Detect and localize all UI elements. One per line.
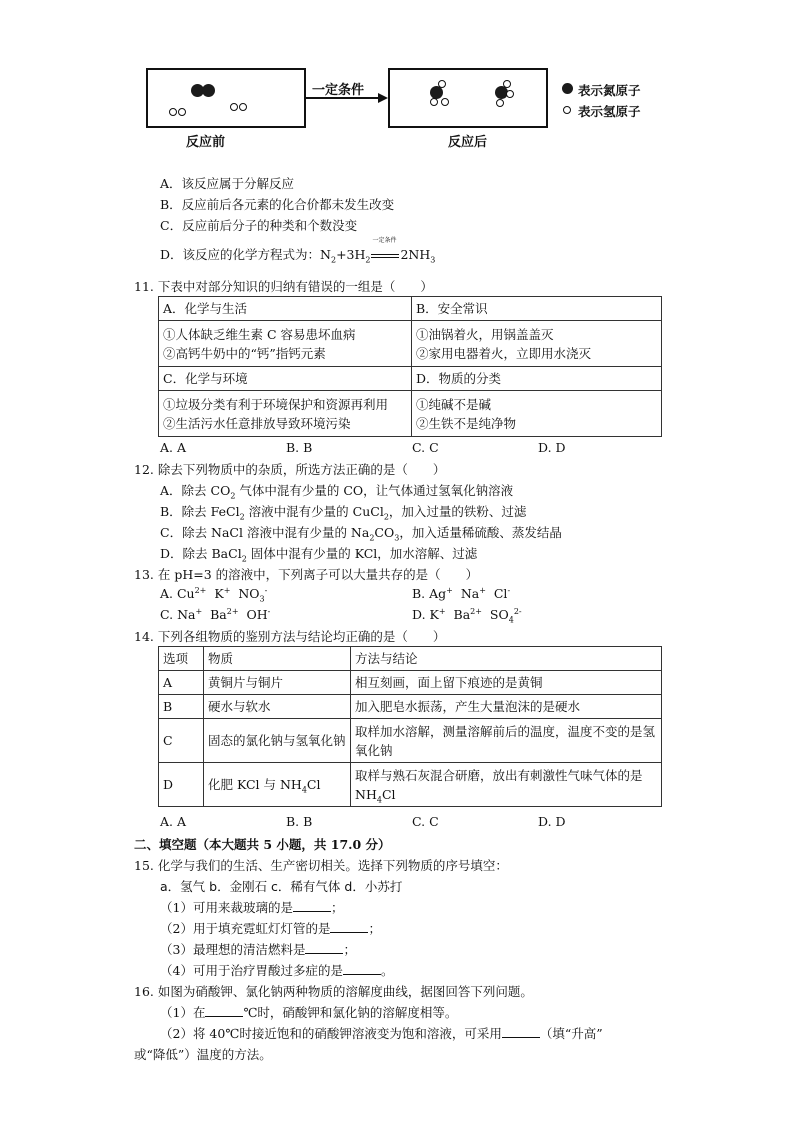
q11-option-d: D. D [538,440,566,455]
hydrogen-atom [230,103,238,111]
q15-blank-4[interactable] [343,962,381,975]
after-label: 反应后 [448,135,488,150]
q11-cell-d-title: D．物质的分类 [412,367,662,391]
q15-item-4-text: （4）可用于治疗胃酸过多症的是 [160,963,343,978]
q11-option-a: A. A [160,440,187,455]
q13-option-c: C. Na+ $Ba^{2+}$ OH- [160,606,271,622]
q14-row-a-method: 相互刻画，面上留下痕迹的是黄铜 [351,671,662,695]
q11-cell-c-title: C．化学与环境 [159,367,412,391]
q16-part-2 [160,1024,603,1042]
q14-row-a-substance: 黄铜片与铜片 [204,671,351,695]
q14-row-a-label: A [159,671,204,695]
q15-item-2-text: （2）用于填充霓虹灯灯管的是 [160,921,331,936]
q10-option-c: C．反应前后分子的种类和个数没变 [160,218,358,233]
q14-row-d-substance: 化肥 KCl 与 $NH_4Cl$ [204,763,351,807]
q10-equation-left: $N_2+3H_2$ [320,247,371,265]
legend-nitrogen-icon [562,83,573,94]
hydrogen-atom [430,98,438,106]
q13-option-a: A. $Cu^{2+}$ K+ $NO_3^-$ [160,585,268,604]
q16-part-2-b: （填“升高” [539,1026,603,1041]
legend-nitrogen-label: 表示氮原子 [578,83,641,98]
q15-blank-3[interactable] [305,941,343,954]
q14-header-substance: 物质 [204,647,351,671]
q12-option-c: C．除去 NaCl 溶液中混有少量的 $Na_2CO_3$，加入适量稀硫酸、蒸发结晶 [160,525,562,543]
q14-table [158,646,662,807]
q15-item-2 [160,919,381,937]
q14-row-b-label: B [159,695,204,719]
q14-row-c-substance: 固态的氯化钠与氢氧化钠 [204,719,351,763]
q15-item-4 [160,961,393,979]
q12-option-a: A．除去 $CO_2$ 气体中混有少量的 CO，让气体通过氢氧化钠溶液 [160,483,514,501]
legend-hydrogen-icon [563,106,571,114]
q11-option-c: C. C [412,440,439,455]
q16-part-2-a: （2）将 40℃时接近饱和的硝酸钾溶液变为饱和溶液，可采用 [160,1026,502,1041]
q15-item-1 [160,898,343,916]
q14-option-c: C. C [412,814,439,829]
after-reaction-box [388,68,548,128]
q10-equation-right: $2NH_3$ [400,247,436,265]
hydrogen-atom [239,103,247,111]
hydrogen-atom [178,108,186,116]
q10-option-b: B．反应前后各元素的化合价都未发生改变 [160,197,395,212]
q14-row-b-substance: 硬水与软水 [204,695,351,719]
section-heading: 二、填空题（本大题共 5 小题，共 17.0 分） [134,837,391,852]
hydrogen-atom [438,80,446,88]
q14-row-b-method: 加入肥皂水振荡，产生大量泡沫的是硬水 [351,695,662,719]
q15-blank-1[interactable] [293,899,331,912]
q11-stem: 11. 下表中对部分知识的归纳有错误的一组是（ ） [134,279,433,294]
q14-stem: 14. 下列各组物质的鉴别方法与结论均正确的是（ ） [134,629,446,644]
nitrogen-atom [202,84,215,97]
q11-option-b: B. B [286,440,313,455]
q11-cell-b-body: ①油锅着火，用锅盖盖灭 ②家用电器着火，立即用水浇灭 [412,321,662,367]
q15-item-1-end: ； [330,900,344,915]
q10-condition: 一定条件 [372,237,397,244]
q15-stem: 15. 化学与我们的生活、生产密切相关。选择下列物质的序号填空： [134,858,508,873]
q16-part-1 [160,1003,457,1021]
q14-option-d: D. D [538,814,566,829]
q13-option-b: B. Ag+ Na+ Cl- [412,585,511,601]
hydrogen-atom [506,90,514,98]
q14-header-option: 选项 [159,647,204,671]
q14-row-c-label: C [159,719,204,763]
legend-hydrogen-label: 表示氢原子 [578,104,641,119]
q11-cell-a-title: A．化学与生活 [159,297,412,321]
q10-option-a: A．该反应属于分解反应 [160,176,295,191]
q16-part-1-b: ℃时，硝酸钾和氯化钠的溶解度相等。 [243,1005,458,1020]
before-reaction-box [146,68,306,128]
q16-part-1-a: （1）在 [160,1005,206,1020]
before-label: 反应前 [186,135,226,150]
q10-equation-arrow [370,237,400,262]
q15-item-3-end: ； [343,942,356,957]
hydrogen-atom [496,99,504,107]
q10-option-d-prefix: D．该反应的化学方程式为： [160,247,321,262]
q11-cell-a-body: ①人体缺乏维生素 C 容易患坏血病 ②高钙牛奶中的“钙”指钙元素 [159,321,412,367]
q14-header-method: 方法与结论 [351,647,662,671]
q16-blank-1[interactable] [205,1004,243,1017]
q15-item-3 [160,940,356,958]
q14-option-b: B. B [286,814,313,829]
q12-stem: 12. 除去下列物质中的杂质，所选方法正确的是（ ） [134,462,446,477]
q14-row-d-label: D [159,763,204,807]
hydrogen-atom [169,108,177,116]
q15-item-2-end: ； [368,921,381,936]
q15-item-1-text: （1）可用来裁玻璃的是 [160,900,293,915]
q14-row-c-method: 取样加水溶解，测量溶解前后的温度，温度不变的是氢氧化钠 [351,719,662,763]
hydrogen-atom [441,98,449,106]
q11-cell-b-title: B．安全常识 [412,297,662,321]
arrow-label: 一定条件 [312,83,365,98]
hydrogen-atom [503,80,511,88]
q13-stem: 13. 在 pH=3 的溶液中，下列离子可以大量共存的是（ ） [134,567,479,582]
q16-part-2-cont: 或“降低”）温度的方法。 [134,1047,272,1062]
q12-option-d: D．除去 BaCl$_2$ 固体中混有少量的 KCl，加水溶解、过滤 [160,546,478,564]
q11-cell-c-body: ①垃圾分类有利于环境保护和资源再利用 ②生活污水任意排放导致环境污染 [159,391,412,437]
q14-option-a: A. A [160,814,187,829]
q10-option-d [160,237,436,265]
q11-table [158,296,662,437]
q15-item-3-text: （3）最理想的清洁燃料是 [160,942,306,957]
q13-option-d: D. K+ $Ba^{2+}$ $SO_4^{2-}$ [412,606,522,625]
q16-stem: 16. 如图为硝酸钾、氯化钠两种物质的溶解度曲线，据图回答下列问题。 [134,984,533,999]
q12-option-b: B．除去 FeCl$_2$ 溶液中混有少量的 CuCl$_2$，加入过量的铁粉、过滤 [160,504,527,522]
q15-blank-2[interactable] [330,920,368,933]
q14-row-d-method: 取样与熟石灰混合研磨，放出有刺激性气味气体的是 $NH_4Cl$ [351,763,662,807]
q16-blank-2[interactable] [502,1025,540,1038]
q15-choices: a．氢气 b．金刚石 c．稀有气体 d．小苏打 [160,879,403,894]
q11-cell-d-body: ①纯碱不是碱 ②生铁不是纯净物 [412,391,662,437]
q15-item-4-end: 。 [380,963,394,978]
